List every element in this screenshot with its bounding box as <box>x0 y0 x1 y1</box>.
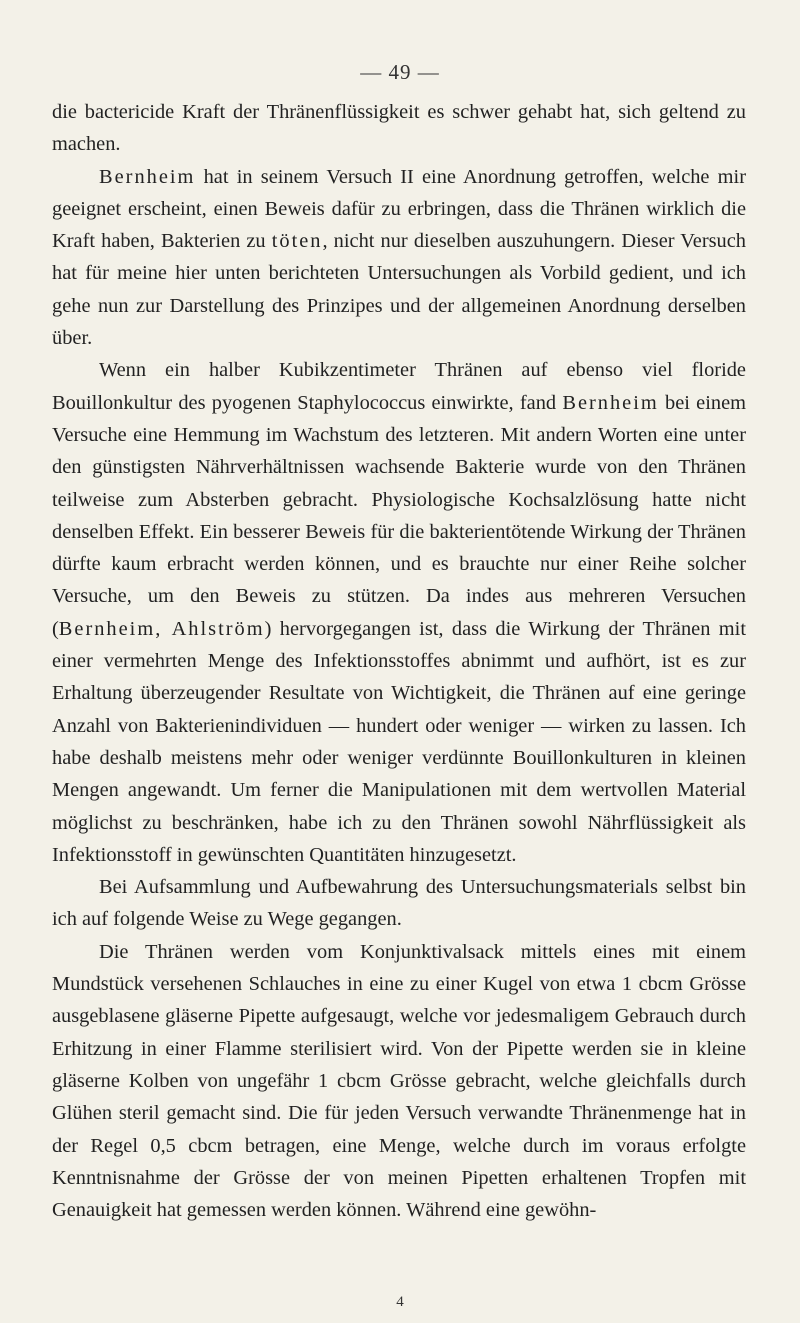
author-name: Bernheim <box>562 391 659 414</box>
text-run: ) hervorgegangen ist, dass die Wirkung der Thränen mit einer vermehrten Menge des Infektionsstoffes abnimmt und aufhört, ist es zur Erhaltung überzeugender Resultate von Wichtigkeit, die Thränen auf eine geringe Anzahl von Bakterienindividuen — hundert oder weniger — wirken zu lassen. Ich habe deshalb meistens mehr oder weniger verdünnte Bouillonkulturen in kleinen Mengen angewandt. Um ferner die Manipulationen mit dem wertvollen Material möglichst zu beschränken, habe ich zu den Thränen sowohl Nährflüssigkeit als Infektionsstoff in gewünschten Quantitäten hinzugesetzt. <box>52 617 746 866</box>
paragraph <box>52 96 746 161</box>
text-run: die bactericide Kraft der Thränenflüssigkeit es schwer gehabt hat, sich geltend zu machen. <box>52 101 746 156</box>
paragraph <box>52 354 746 871</box>
signature-mark: 4 <box>396 1294 404 1310</box>
text-run: Wenn ein halber Kubikzentimeter Thränen auf ebenso viel floride Bouillonkultur des pyogenen Staphylococcus einwirkte, fand <box>52 359 746 414</box>
author-names: Bernheim, Ahlström <box>58 617 265 640</box>
text-run: bei einem Versuche eine Hemmung im Wachstum des letzteren. Mit andern Worten eine unter den günstigsten Nährverhältnissen wachsende Bakterie wurde von den Thränen teilweise zum Absterben gebracht. Physiologische Kochsalzlösung hatte nicht denselben Effekt. Ein besserer Beweis für die bakterientötende Wirkung der Thränen dürfte kaum erbracht werden können, und es brauchte nur einer Reihe solcher Versuche, um den Beweis zu stützen. Da indes aus mehreren Versuchen ( <box>52 391 746 640</box>
page-number: — 49 — <box>360 60 440 84</box>
body-text <box>52 96 746 1226</box>
text-run: , nicht nur dieselben auszuhungern. Dieser Versuch hat für meine hier unten berichteten Untersuchungen als Vorbild gedient, und ich gehe nun zur Darstellung des Prinzipes und der allgemeinen Anordnung derselben über. <box>52 230 746 350</box>
paragraph <box>52 871 746 936</box>
paragraph <box>52 161 746 355</box>
text-run: Bei Aufsammlung und Aufbewahrung des Untersuchungsmaterials selbst bin ich auf folgende Weise zu Wege gegangen. <box>52 876 746 931</box>
text-run: hat in seinem Versuch II eine Anordnung getroffen, welche mir geeignet erscheint, einen Beweis dafür zu erbringen, dass die Thränen wirklich die Kraft haben, Bakterien zu <box>52 165 746 253</box>
emphasized-word: töten <box>271 230 323 253</box>
author-name: Bernheim <box>99 165 196 188</box>
paragraph <box>52 936 746 1227</box>
text-run: Die Thränen werden vom Konjunktivalsack mittels eines mit einem Mundstück versehenen Schlauches in eine zu einer Kugel von etwa 1 cbcm Grösse ausgeblasene gläserne Pipette aufgesaugt, welche vor jedesmaligem Gebrauch durch Erhitzung in einer Flamme sterilisiert wird. Von der Pipette werden sie in kleine gläserne Kolben von ungefähr 1 cbcm Grösse gebracht, welche gleichfalls durch Glühen steril gemacht sind. Die für jeden Versuch verwandte Thränenmenge hat in der Regel 0,5 cbcm betragen, eine Menge, welche durch im voraus erfolgte Kenntnisnahme der Grösse der von meinen Pipetten erhaltenen Tropfen mit Genauigkeit hat gemessen werden können. Während eine gewöhn- <box>52 940 746 1222</box>
